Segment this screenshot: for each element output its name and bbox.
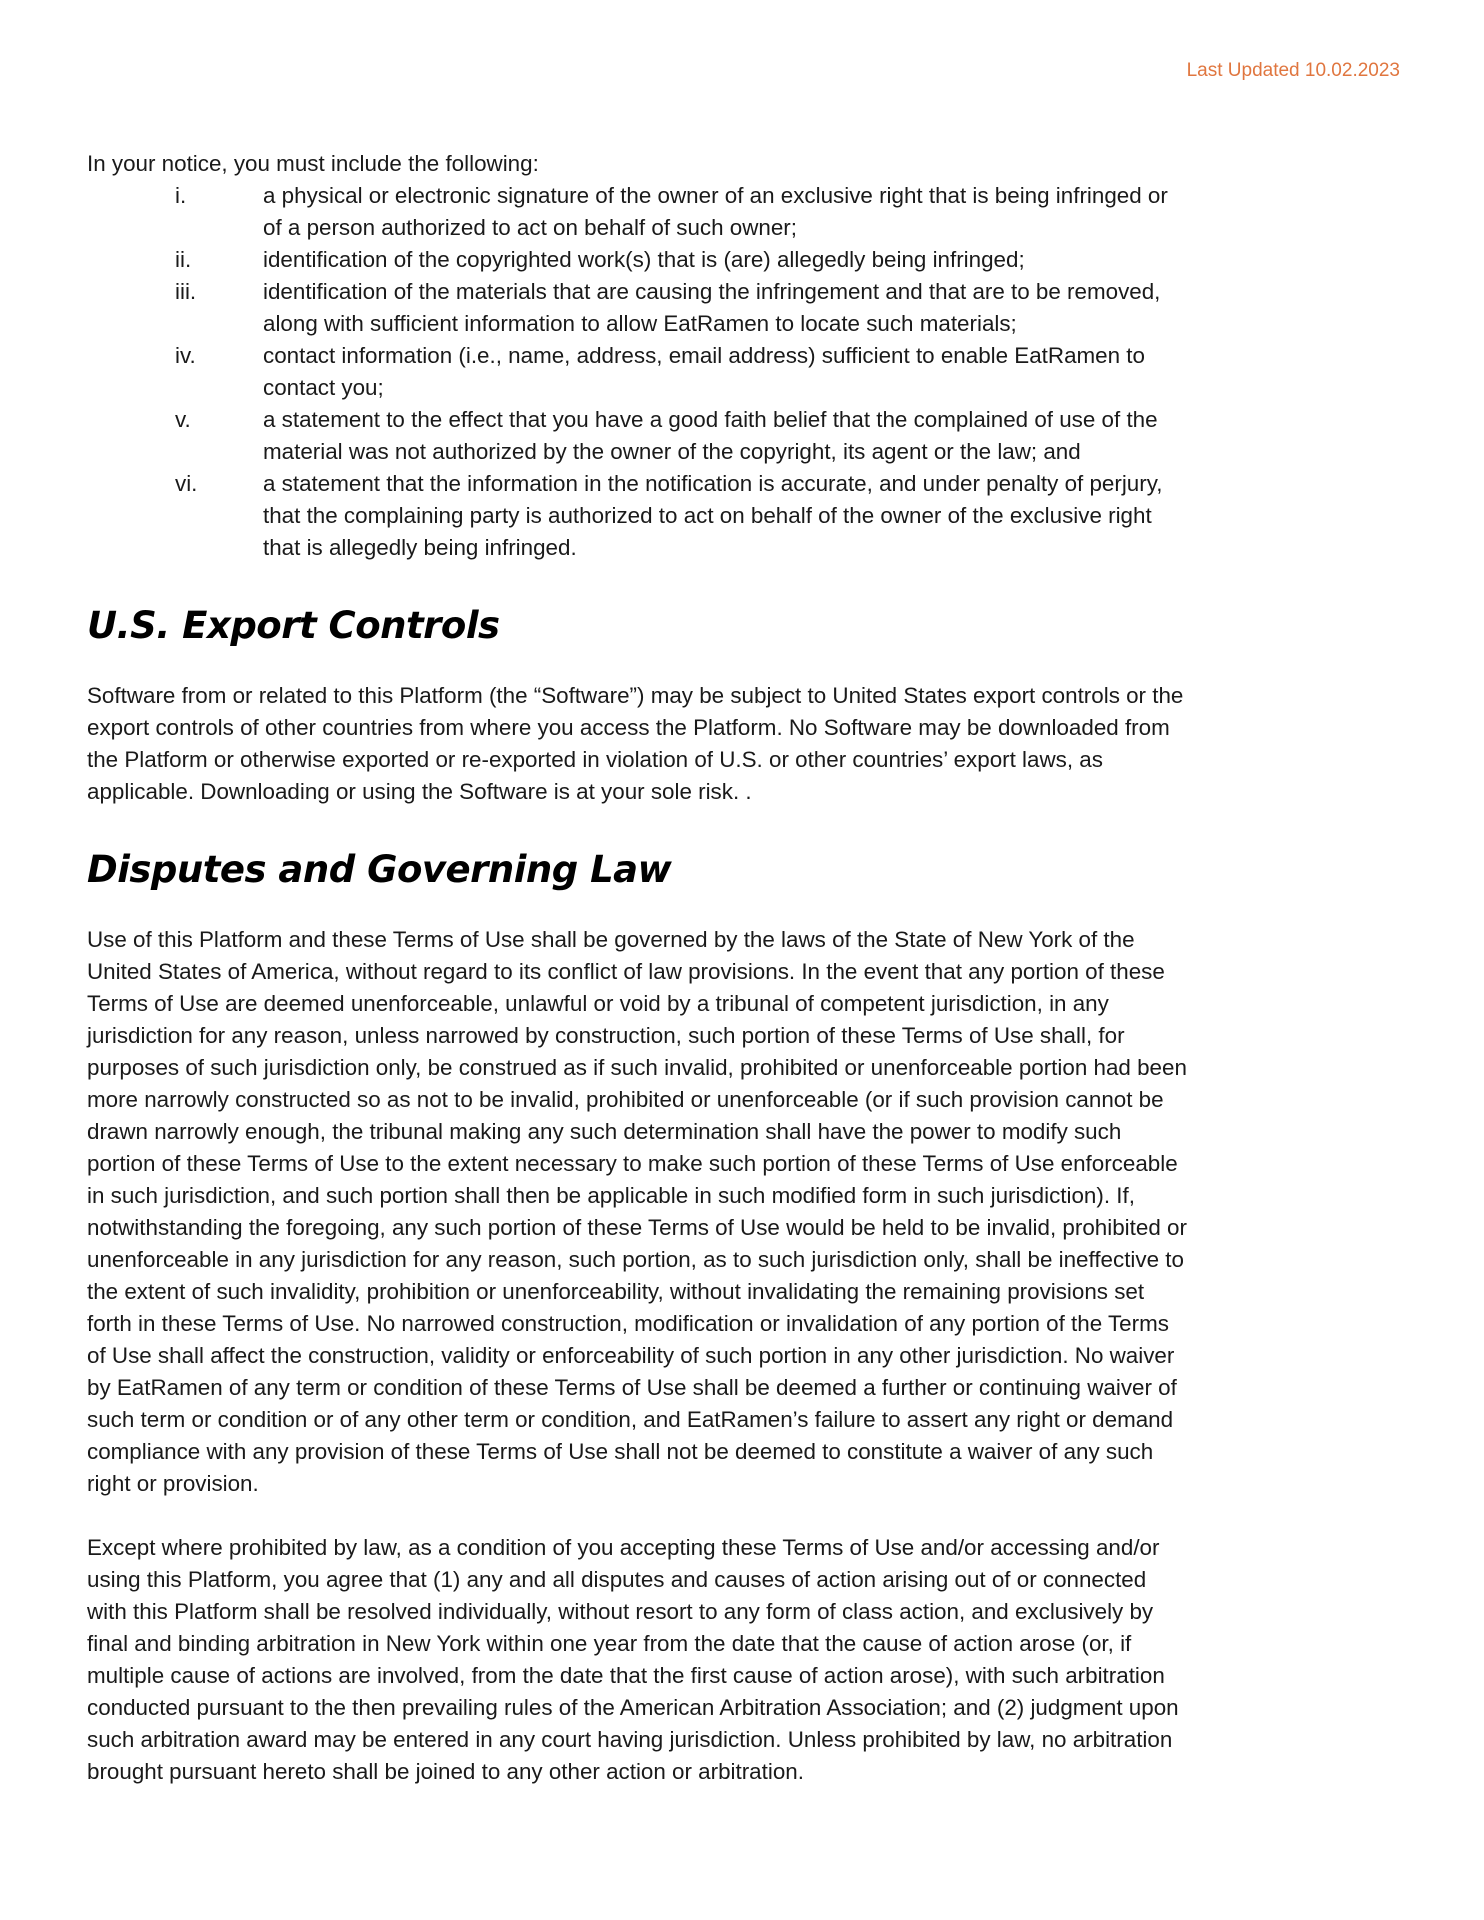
- list-item-number: i.: [175, 183, 187, 208]
- notice-intro: In your notice, you must include the following:: [87, 151, 539, 176]
- notice-requirements-list: [87, 180, 1187, 564]
- list-item-number: ii.: [175, 247, 192, 272]
- list-item-number: v.: [175, 407, 191, 432]
- governing-law-paragraph: Use of this Platform and these Terms of Use shall be governed by the laws of the State of New York of the United States of America, without regard to its conflict of law provisions. In the event that any portion of these Terms of Use are deemed unenforceable, unlawful or void by a tribunal of competent jurisdiction, in any jurisdiction for any reason, unless narrowed by construction, such portion of these Terms of Use shall, for purposes of such jurisdiction only, be construed as if such invalid, prohibited or unenforceable portion had been more narrowly constructed so as not to be invalid, prohibited or unenforceable (or if such provision cannot be drawn narrowly enough, the tribunal making any such determination shall have the power to modify such portion of these Terms of Use to the extent necessary to make such portion of these Terms of Use enforceable in such jurisdiction, and such portion shall then be applicable in such modified form in such jurisdiction). If, notwithstanding the foregoing, any such portion of these Terms of Use would be held to be invalid, prohibited or unenforceable in any jurisdiction for any reason, such portion, as to such jurisdiction only, shall be ineffective to the extent of such invalidity, prohibition or unenforceability, without invalidating the remaining provisions set forth in these Terms of Use. No narrowed construction, modification or invalidation of any portion of the Terms of Use shall affect the construction, validity or enforceability of such portion in any other jurisdiction. No waiver by EatRamen of any term or condition of these Terms of Use shall be deemed a further or continuing waiver of such term or condition or of any other term or condition, and EatRamen’s failure to assert any right or demand compliance with any provision of these Terms of Use shall not be deemed to constitute a waiver of any such right or provision.: [87, 927, 1187, 1496]
- export-controls-heading: U.S. Export Controls: [87, 604, 500, 647]
- list-item: [87, 404, 1187, 468]
- list-item-number: iv.: [175, 343, 196, 368]
- export-controls-paragraph: Software from or related to this Platform (the “Software”) may be subject to United States export controls or the export controls of other countries from where you access the Platform. No Software may be downloaded from the Platform or otherwise exported or re-exported in violation of U.S. or other countries’ export laws, as applicable. Downloading or using the Software is at your sole risk. .: [87, 683, 1184, 804]
- list-item: [87, 276, 1187, 340]
- document-body: [87, 148, 1187, 1788]
- list-item-text: contact information (i.e., name, address, email address) sufficient to enable EatRamen to contact you;: [263, 343, 1145, 400]
- list-item-text: identification of the copyrighted work(s) that is (are) allegedly being infringed;: [263, 247, 1025, 272]
- list-item-text: a statement that the information in the notification is accurate, and under penalty of perjury, that the complaining party is authorized to act on behalf of the owner of the exclusive right that is allegedly being infringed.: [263, 471, 1163, 560]
- last-updated-date: Last Updated 10.02.2023: [1186, 60, 1400, 81]
- list-item: [87, 340, 1187, 404]
- list-item-text: a statement to the effect that you have a good faith belief that the complained of use of the material was not authorized by the owner of the copyright, its agent or the law; and: [263, 407, 1158, 464]
- disputes-heading: Disputes and Governing Law: [87, 848, 672, 891]
- list-item-number: vi.: [175, 471, 198, 496]
- arbitration-paragraph: Except where prohibited by law, as a condition of you accepting these Terms of Use and/or accessing and/or using this Platform, you agree that (1) any and all disputes and causes of action arising out of or connected with this Platform shall be resolved individually, without resort to any form of class action, and exclusively by final and binding arbitration in New York within one year from the date that the cause of action arose (or, if multiple cause of actions are involved, from the date that the first cause of action arose), with such arbitration conducted pursuant to the then prevailing rules of the American Arbitration Association; and (2) judgment upon such arbitration award may be entered in any court having jurisdiction. Unless prohibited by law, no arbitration brought pursuant hereto shall be joined to any other action or arbitration.: [87, 1535, 1179, 1784]
- list-item: [87, 180, 1187, 244]
- list-item: [87, 468, 1187, 564]
- list-item-text: a physical or electronic signature of the owner of an exclusive right that is being infringed or of a person authorized to act on behalf of such owner;: [263, 183, 1168, 240]
- list-item: [87, 244, 1187, 276]
- list-item-text: identification of the materials that are causing the infringement and that are to be removed, along with sufficient information to allow EatRamen to locate such materials;: [263, 279, 1161, 336]
- list-item-number: iii.: [175, 279, 197, 304]
